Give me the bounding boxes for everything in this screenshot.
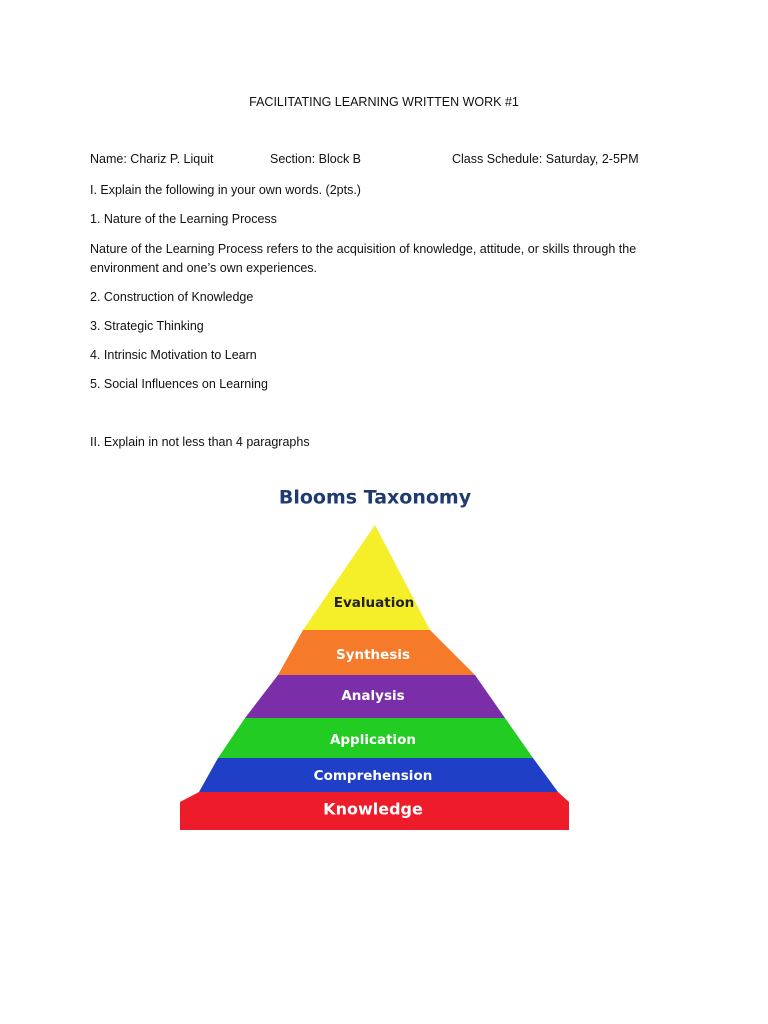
question-item-4: 4. Intrinsic Motivation to Learn — [90, 348, 257, 362]
student-section: Section: Block B — [270, 152, 362, 166]
layer-label-comprehension: Comprehension — [313, 768, 433, 784]
blooms-taxonomy-figure — [175, 478, 575, 838]
pyramid-diagram — [175, 478, 575, 838]
question-item-5: 5. Social Influences on Learning — [90, 377, 268, 391]
document-title: FACILITATING LEARNING WRITTEN WORK #1 — [249, 95, 519, 109]
question-item-1: 1. Nature of the Learning Process — [90, 212, 277, 226]
student-info-row — [90, 152, 690, 171]
layer-label-application: Application — [329, 732, 417, 748]
answer-paragraph-1: Nature of the Learning Process refers to the acquisition of knowledge, attitude, or skills through the environment and one’s own experiences. — [90, 242, 637, 275]
layer-label-analysis: Analysis — [341, 688, 405, 704]
question-item-3: 3. Strategic Thinking — [90, 319, 204, 333]
part2-heading: II. Explain in not less than 4 paragraphs — [90, 435, 310, 449]
layer-label-knowledge: Knowledge — [323, 799, 423, 819]
layer-label-synthesis: Synthesis — [335, 647, 411, 663]
class-schedule: Class Schedule: Saturday, 2-5PM — [452, 152, 639, 166]
student-name: Name: Chariz P. Liquit — [90, 152, 214, 166]
question-item-2: 2. Construction of Knowledge — [90, 290, 254, 304]
figure-title: Blooms Taxonomy — [278, 486, 472, 509]
pyramid-layer-evaluation — [303, 525, 430, 630]
part1-heading: I. Explain the following in your own words. (2pts.) — [90, 183, 361, 197]
layer-label-evaluation: Evaluation — [333, 595, 415, 611]
